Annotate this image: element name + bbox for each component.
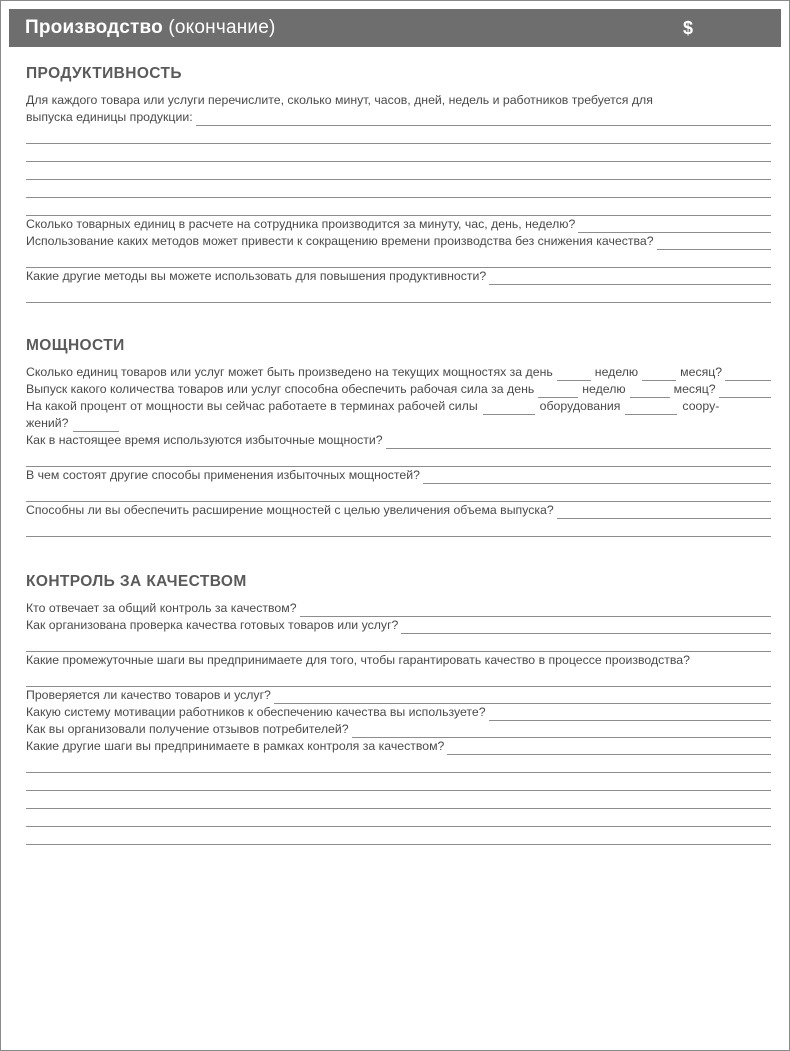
question-text-part2: оборудования xyxy=(539,399,621,413)
question-productivity-units xyxy=(26,92,771,126)
question-text: Как вы организовали получение отзывов потребителей? xyxy=(26,722,349,736)
answer-rule[interactable] xyxy=(26,250,771,268)
answer-rule[interactable] xyxy=(26,144,771,162)
question-text-line1: Для каждого товара или услуги перечислите, сколько минут, часов, дней, недель и работников требуется для xyxy=(26,93,653,107)
question-excess-capacity-use xyxy=(26,432,771,449)
answer-rule[interactable] xyxy=(401,620,771,634)
answer-rule[interactable] xyxy=(657,236,771,250)
answer-rule[interactable] xyxy=(26,126,771,144)
answer-blank-facilities[interactable] xyxy=(73,419,119,432)
question-excess-capacity-other xyxy=(26,467,771,484)
answer-rule[interactable] xyxy=(196,112,771,126)
answer-rule[interactable] xyxy=(26,809,771,827)
page-title-suffix: (окончание) xyxy=(168,17,276,38)
answer-rule[interactable] xyxy=(386,435,771,449)
answer-rule[interactable] xyxy=(26,198,771,216)
question-text-part2: неделю xyxy=(582,382,626,396)
page-title-main: Производство xyxy=(25,17,163,38)
answer-rule[interactable] xyxy=(26,755,771,773)
section-title-quality: КОНТРОЛЬ ЗА КАЧЕСТВОМ xyxy=(26,573,247,590)
question-text-line2: выпуска единицы продукции: xyxy=(26,110,193,124)
question-quality-verified xyxy=(26,687,771,704)
question-text-part3: месяц? xyxy=(673,382,716,396)
page-title xyxy=(25,17,276,39)
question-text: Как в настоящее время используются избыточные мощности? xyxy=(26,433,383,447)
question-text: Проверяется ли качество товаров и услуг? xyxy=(26,688,271,702)
question-text-part3: соору- xyxy=(682,399,720,413)
answer-rule[interactable] xyxy=(26,773,771,791)
question-quality-owner xyxy=(26,600,771,617)
answer-rule[interactable] xyxy=(26,827,771,845)
answer-blank-week[interactable] xyxy=(630,385,670,398)
question-other-methods xyxy=(26,268,771,285)
answer-blank-day[interactable] xyxy=(557,368,591,381)
answer-blank-equipment[interactable] xyxy=(625,402,677,415)
question-capacity-percent xyxy=(26,398,771,415)
answer-rule[interactable] xyxy=(26,449,771,467)
question-text-part1: Выпуск какого количества товаров или услуг способна обеспечить рабочая сила за день xyxy=(26,382,535,396)
answer-rule[interactable] xyxy=(352,724,771,738)
answer-blank-month[interactable] xyxy=(725,367,771,381)
question-text-part1: Сколько единиц товаров или услуг может быть произведено на текущих мощностях за день xyxy=(26,365,553,379)
question-text: Какие промежуточные шаги вы предпринимаете для того, чтобы гарантировать качество в процессе производства? xyxy=(26,653,690,667)
section-capacity xyxy=(26,337,771,537)
answer-rule[interactable] xyxy=(26,669,771,687)
question-text: Использование каких методов может привести к сокращению времени производства без снижения качества? xyxy=(26,234,654,248)
question-intermediate-steps xyxy=(26,652,771,669)
answer-rule[interactable] xyxy=(26,519,771,537)
answer-rule[interactable] xyxy=(447,741,771,755)
answer-rule[interactable] xyxy=(26,180,771,198)
answer-blank-day[interactable] xyxy=(538,385,578,398)
answer-rule[interactable] xyxy=(489,707,771,721)
answer-rule[interactable] xyxy=(26,484,771,502)
question-motivation-system xyxy=(26,704,771,721)
question-quality-check xyxy=(26,617,771,634)
answer-rule[interactable] xyxy=(26,634,771,652)
section-title-capacity: МОЩНОСТИ xyxy=(26,337,125,354)
answer-rule[interactable] xyxy=(578,219,771,233)
answer-blank-week[interactable] xyxy=(642,368,676,381)
section-productivity xyxy=(26,65,771,303)
answer-rule[interactable] xyxy=(300,603,771,617)
question-text: Способны ли вы обеспечить расширение мощностей с целью увеличения объема выпуска? xyxy=(26,503,554,517)
question-reduce-time xyxy=(26,233,771,250)
section-title-productivity: ПРОДУКТИВНОСТЬ xyxy=(26,65,182,82)
question-text: Сколько товарных единиц в расчете на сотрудника производится за минуту, час, день, неделю? xyxy=(26,217,576,231)
question-text: Какие другие методы вы можете использовать для повышения продуктивности? xyxy=(26,269,487,283)
question-text: Как организована проверка качества готовых товаров или услуг? xyxy=(26,618,399,632)
dollar-icon: $ xyxy=(682,17,693,38)
worksheet-body xyxy=(26,63,771,1044)
answer-rule[interactable] xyxy=(489,271,771,285)
question-text-part1: На какой процент от мощности вы сейчас работаете в терминах рабочей силы xyxy=(26,399,478,413)
answer-rule[interactable] xyxy=(274,690,771,704)
question-text-part2: неделю xyxy=(594,365,639,379)
question-units-per-employee xyxy=(26,216,771,233)
answer-rule[interactable] xyxy=(26,791,771,809)
question-text: Какую систему мотивации работников к обеспечению качества вы используете? xyxy=(26,705,486,719)
answer-rule[interactable] xyxy=(26,162,771,180)
question-text-part3: месяц? xyxy=(680,365,723,379)
question-workforce-output xyxy=(26,381,771,398)
question-customer-feedback xyxy=(26,721,771,738)
answer-blank-month[interactable] xyxy=(719,384,771,398)
page-header xyxy=(9,9,781,47)
answer-rule[interactable] xyxy=(423,470,771,484)
question-text: В чем состоят другие способы применения избыточных мощностей? xyxy=(26,468,420,482)
question-capacity-expansion xyxy=(26,502,771,519)
question-other-quality-steps xyxy=(26,738,771,755)
section-quality-control xyxy=(26,573,771,845)
question-text: Какие другие шаги вы предпринимаете в рамках контроля за качеством? xyxy=(26,739,445,753)
question-capacity-percent-cont xyxy=(26,415,771,432)
question-text-line2-row xyxy=(26,109,771,126)
answer-rule[interactable] xyxy=(557,505,771,519)
answer-rule[interactable] xyxy=(26,285,771,303)
question-text: Кто отвечает за общий контроль за качеством? xyxy=(26,601,297,615)
question-text-line2: жений? xyxy=(26,416,69,430)
answer-blank-workforce[interactable] xyxy=(483,402,535,415)
question-capacity-units xyxy=(26,364,771,381)
